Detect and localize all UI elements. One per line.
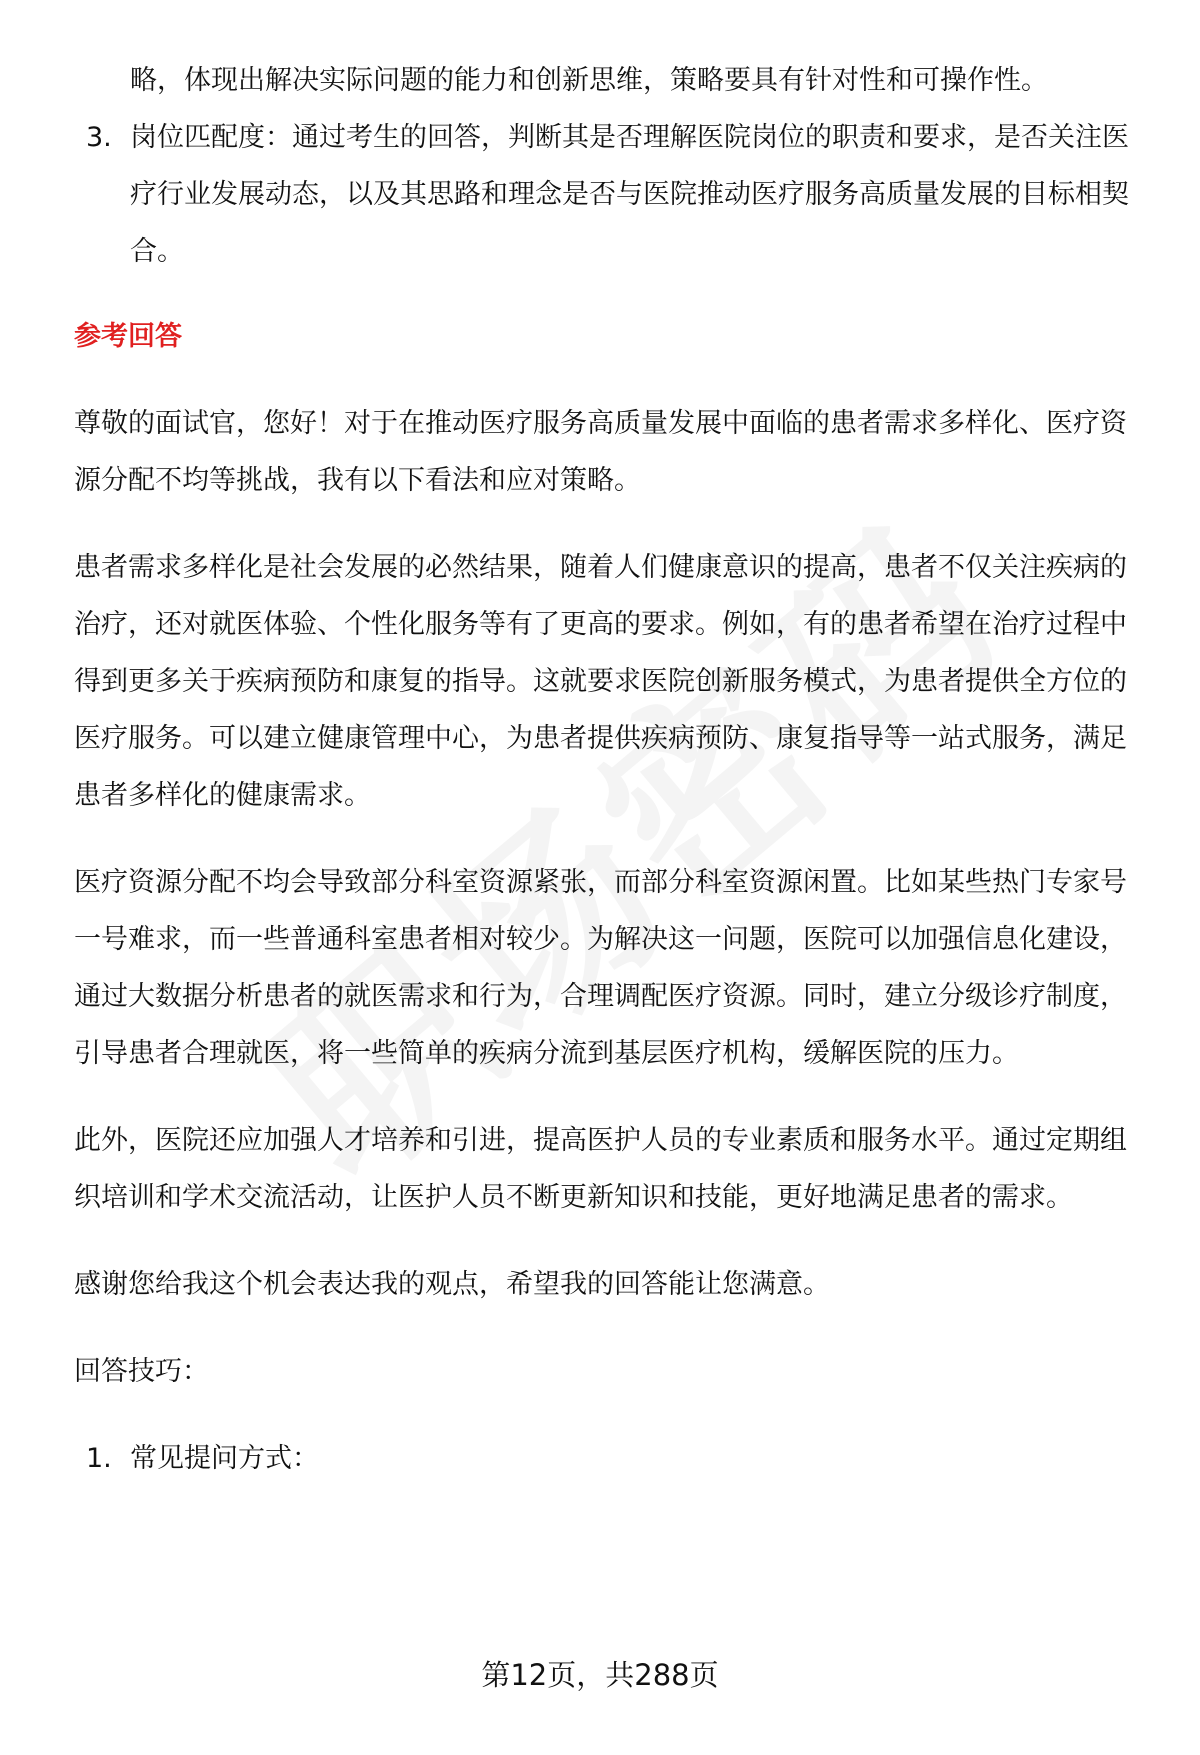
paragraph-patient-needs: 患者需求多样化是社会发展的必然结果，随着人们健康意识的提高，患者不仅关注疾病的治疗，还对就医体验、个性化服务等有了更高的要求。例如，有的患者希望在治疗过程中得到更多关于疾病预防和康复的指导。这就要求医院创新服务模式，为患者提供全方位的医疗服务。可以建立健康管理中心，为患者提供疾病预防、康复指导等一站式服务，满足患者多样化的健康需求。: [74, 552, 1127, 811]
list-number: 1.: [86, 1443, 112, 1474]
list-text: 常见提问方式：: [130, 1443, 319, 1474]
paragraph-thanks: 感谢您给我这个机会表达我的观点，希望我的回答能让您满意。: [74, 1269, 830, 1300]
page-content: [74, 52, 1134, 1487]
continued-list-text: 略，体现出解决实际问题的能力和创新思维，策略要具有针对性和可操作性。: [130, 65, 1048, 96]
paragraph-greeting: 尊敬的面试官，您好！对于在推动医疗服务高质量发展中面临的患者需求多样化、医疗资源分配不均等挑战，我有以下看法和应对策略。: [74, 408, 1127, 496]
paragraph-talent: 此外，医院还应加强人才培养和引进，提高医护人员的专业素质和服务水平。通过定期组织培训和学术交流活动，让医护人员不断更新知识和技能，更好地满足患者的需求。: [74, 1125, 1127, 1213]
criteria-item-3: [74, 109, 1134, 280]
list-text: 岗位匹配度：通过考生的回答，判断其是否理解医院岗位的职责和要求，是否关注医疗行业发展动态，以及其思路和理念是否与医院推动医疗服务高质量发展的目标相契合。: [130, 122, 1129, 267]
list-number: 3.: [86, 122, 112, 153]
paragraph-resource-allocation: 医疗资源分配不均会导致部分科室资源紧张，而部分科室资源闲置。比如某些热门专家号一号难求，而一些普通科室患者相对较少。为解决这一问题，医院可以加强信息化建设，通过大数据分析患者的就医需求和行为，合理调配医疗资源。同时，建立分级诊疗制度，引导患者合理就医，将一些简单的疾病分流到基层医疗机构，缓解医院的压力。: [74, 867, 1127, 1069]
page-footer: 第12页，共288页: [481, 1658, 719, 1692]
reference-answer-heading: 参考回答: [74, 321, 182, 352]
tips-item-1: [74, 1430, 1134, 1487]
tips-heading: 回答技巧：: [74, 1356, 209, 1387]
